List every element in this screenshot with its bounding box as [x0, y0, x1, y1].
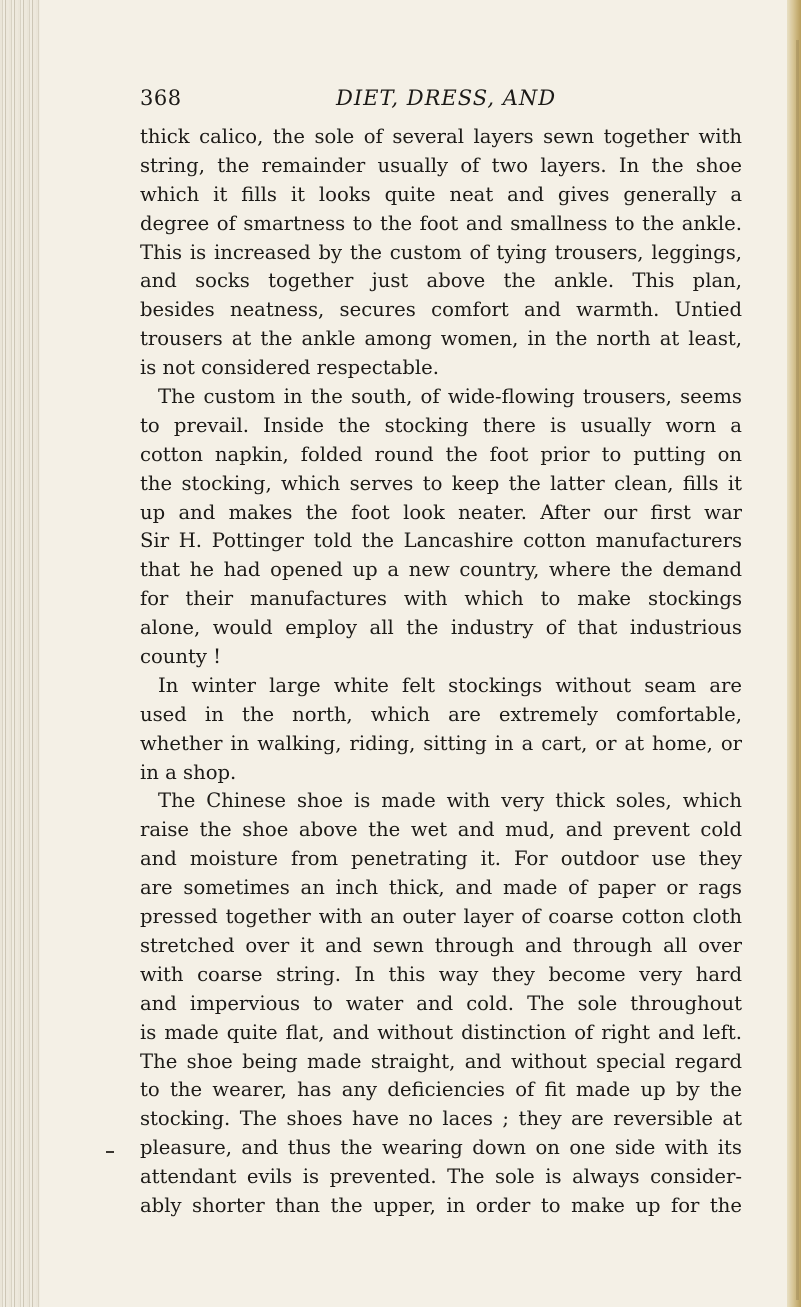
text-line: pressed together with an outer layer of coarse cotton cloth	[140, 905, 742, 929]
page-number: 368	[140, 86, 182, 110]
text-line: to the wearer, has any deficiencies of fit made up by the	[140, 1078, 742, 1102]
text-line: alone, would employ all the industry of that industrious	[140, 616, 742, 640]
text-line: is not considered respectable.	[140, 356, 439, 380]
text-line: attendant evils is prevented. The sole is always consider-	[140, 1165, 742, 1189]
text-line: The Chinese shoe is made with very thick soles, which	[158, 789, 742, 813]
text-line: the stocking, which serves to keep the latter clean, fills it	[140, 471, 742, 495]
running-head: DIET, DRESS, AND	[336, 86, 557, 110]
text-line: are sometimes an inch thick, and made of paper or rags	[140, 876, 742, 900]
text-line: trousers at the ankle among women, in the north at least,	[140, 327, 742, 351]
text-line: with coarse string. In this way they become very hard	[140, 962, 742, 986]
body-text	[140, 123, 742, 1221]
text-line: besides neatness, secures comfort and warmth. Untied	[140, 298, 742, 322]
text-line: The custom in the south, of wide-flowing trousers, seems	[158, 385, 742, 409]
text-line: to prevail. Inside the stocking there is usually worn a	[140, 413, 742, 437]
text-line: degree of smartness to the foot and smallness to the ankle.	[140, 211, 742, 235]
text-line: In winter large white felt stockings without seam are	[158, 673, 742, 697]
text-line: stocking. The shoes have no laces ; they are reversible at	[140, 1107, 742, 1131]
text-line: for their manufactures with which to make stockings	[140, 587, 742, 611]
margin-mark	[106, 1151, 114, 1153]
text-line: stretched over it and sewn through and through all over	[140, 933, 742, 957]
text-line: is made quite flat, and without distinction of right and left.	[140, 1020, 742, 1044]
text-line: whether in walking, riding, sitting in a cart, or at home, or	[140, 731, 742, 755]
text-line: which it fills it looks quite neat and gives generally a	[140, 182, 742, 206]
text-line: and moisture from penetrating it. For outdoor use they	[140, 847, 742, 871]
text-line: and impervious to water and cold. The sole throughout	[140, 991, 742, 1015]
binding-gutter	[0, 0, 40, 1307]
page-edge-shadow	[796, 40, 799, 1300]
text-line: This is increased by the custom of tying trousers, leggings,	[140, 240, 742, 264]
text-line: string, the remainder usually of two layers. In the shoe	[140, 153, 742, 177]
text-line: cotton napkin, folded round the foot prior to putting on	[140, 442, 742, 466]
text-line: used in the north, which are extremely comfortable,	[140, 702, 742, 726]
text-line: pleasure, and thus the wearing down on one side with its	[140, 1136, 742, 1160]
text-line: The shoe being made straight, and without special regard	[140, 1049, 742, 1073]
text-line: that he had opened up a new country, where the demand	[140, 558, 742, 582]
text-line: Sir H. Pottinger told the Lancashire cotton manufacturers	[140, 529, 742, 553]
text-line: county !	[140, 645, 222, 669]
text-line: raise the shoe above the wet and mud, and prevent cold	[140, 818, 742, 842]
text-line: up and makes the foot look neater. After our first war	[140, 500, 742, 524]
text-line: in a shop.	[140, 760, 237, 784]
page-header	[140, 86, 740, 116]
text-line: thick calico, the sole of several layers sewn together with	[140, 125, 742, 148]
text-line: and socks together just above the ankle. This plan,	[140, 269, 742, 293]
text-line: ably shorter than the upper, in order to make up for the	[140, 1193, 742, 1217]
